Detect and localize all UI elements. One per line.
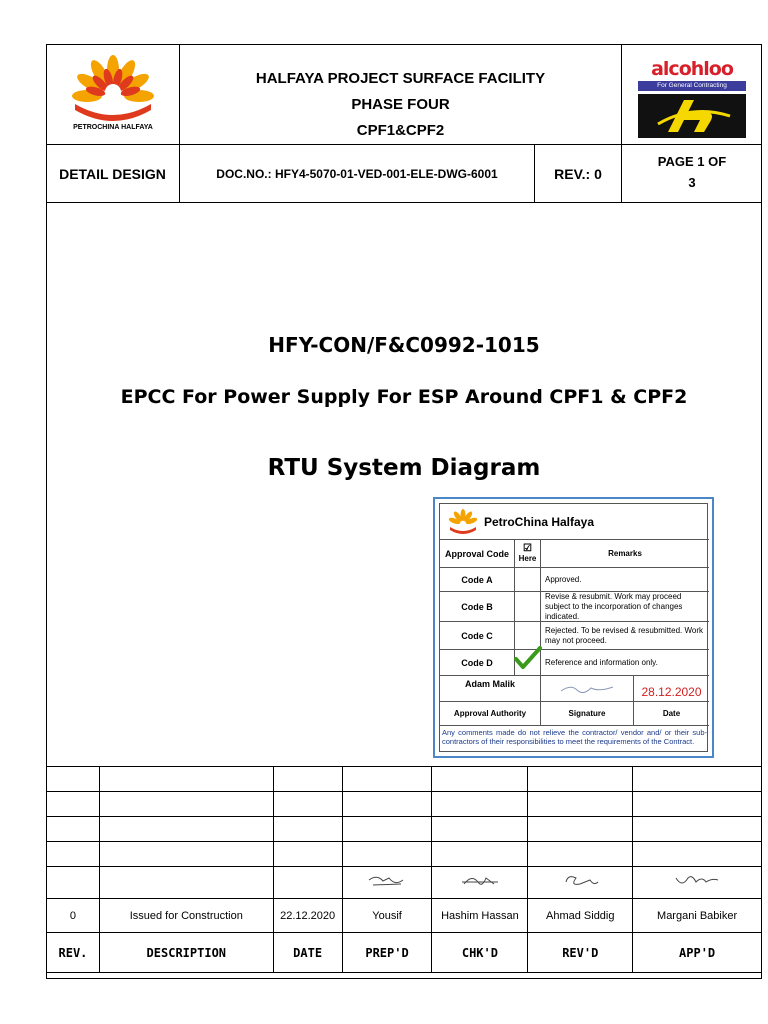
project-title-line2: PHASE FOUR	[351, 96, 450, 113]
approver-name: Adam Malik	[464, 679, 515, 689]
signature-icon	[458, 872, 502, 890]
checkmark-icon	[513, 646, 543, 670]
signature-row	[47, 867, 762, 899]
detail-design-label: DETAIL DESIGN	[46, 145, 180, 202]
approval-date: 28.12.2020	[641, 684, 702, 699]
prepared-signature	[342, 867, 432, 899]
stamp-note: Any comments made do not relieve the contractor/ vendor and/ or their sub-contractors of their responsibilities to meet the requirements of the Contract.	[442, 728, 707, 746]
project-title-line3: CPF1&CPF2	[356, 122, 445, 139]
revision-table	[46, 766, 762, 973]
doc-number: DOC.NO.: HFY4-5070-01-VED-001-ELE-DWG-6001	[180, 145, 535, 202]
stamp-row-code-c: Code C Rejected. To be revised & resubmitted. Work may not proceed.	[440, 622, 709, 650]
revision-number: REV.: 0	[535, 145, 622, 202]
petrochina-small-logo-icon	[446, 507, 480, 537]
document-info-row	[46, 145, 762, 203]
approved-signature	[633, 867, 762, 899]
approver-signature	[541, 676, 634, 701]
table-row	[47, 792, 762, 817]
revision-header-row: REV. DESCRIPTION DATE PREP'D CHK'D REV'D APP'D	[47, 933, 762, 973]
checkbox-icon: ☑	[523, 543, 532, 554]
stamp-row-code-d: Code D Reference and information only.	[440, 650, 709, 676]
page-counter-line2: 3	[688, 175, 696, 190]
contractor-logo	[622, 44, 762, 144]
stamp-row-code-b: Code B Revise & resubmit. Work may proceed subject to the incorporation of changes indicated.	[440, 592, 709, 622]
table-row	[47, 817, 762, 842]
stamp-company: PetroChina Halfaya	[484, 515, 595, 529]
table-row	[47, 842, 762, 867]
approval-stamp	[433, 497, 714, 758]
stamp-label-row: Approval Authority Signature Date	[440, 702, 709, 726]
checked-signature	[432, 867, 528, 899]
project-title-line1: HALFAYA PROJECT SURFACE FACILITY	[255, 70, 546, 87]
stamp-row-code-a: Code A Approved.	[440, 568, 709, 592]
contractor-logo-sub: For General Contracting	[638, 81, 746, 91]
header-row	[46, 44, 762, 145]
table-row: 0 Issued for Construction 22.12.2020 Yousif Hashim Hassan Ahmad Siddig Margani Babiker	[47, 899, 762, 933]
page-counter-line1: PAGE 1 OF	[657, 154, 727, 169]
drawing-title: RTU System Diagram	[267, 455, 541, 481]
col-approval-code: Approval Code	[440, 540, 515, 567]
petrochina-logo	[46, 44, 180, 144]
reviewed-signature	[528, 867, 633, 899]
col-here: ☑ Here	[515, 540, 541, 567]
table-row	[47, 767, 762, 792]
contractor-logo-text: alcohloo	[651, 58, 733, 80]
stamp-signoff-row	[440, 676, 709, 702]
contractor-h-emblem-icon	[638, 94, 746, 138]
contract-number: HFY-CON/F&C0992-1015	[268, 333, 540, 357]
signature-icon	[365, 872, 409, 890]
stamp-header-row	[440, 540, 709, 568]
page-counter	[622, 145, 762, 202]
signature-icon	[558, 872, 602, 890]
signature-icon	[557, 682, 617, 696]
project-description: EPCC For Power Supply For ESP Around CPF1 & CPF2	[120, 386, 688, 408]
stamp-header	[440, 504, 709, 540]
signature-icon	[672, 872, 722, 890]
logo-caption: PETROCHINA HALFAYA	[73, 124, 153, 131]
project-title-block	[180, 44, 622, 144]
col-remarks: Remarks	[608, 548, 642, 558]
